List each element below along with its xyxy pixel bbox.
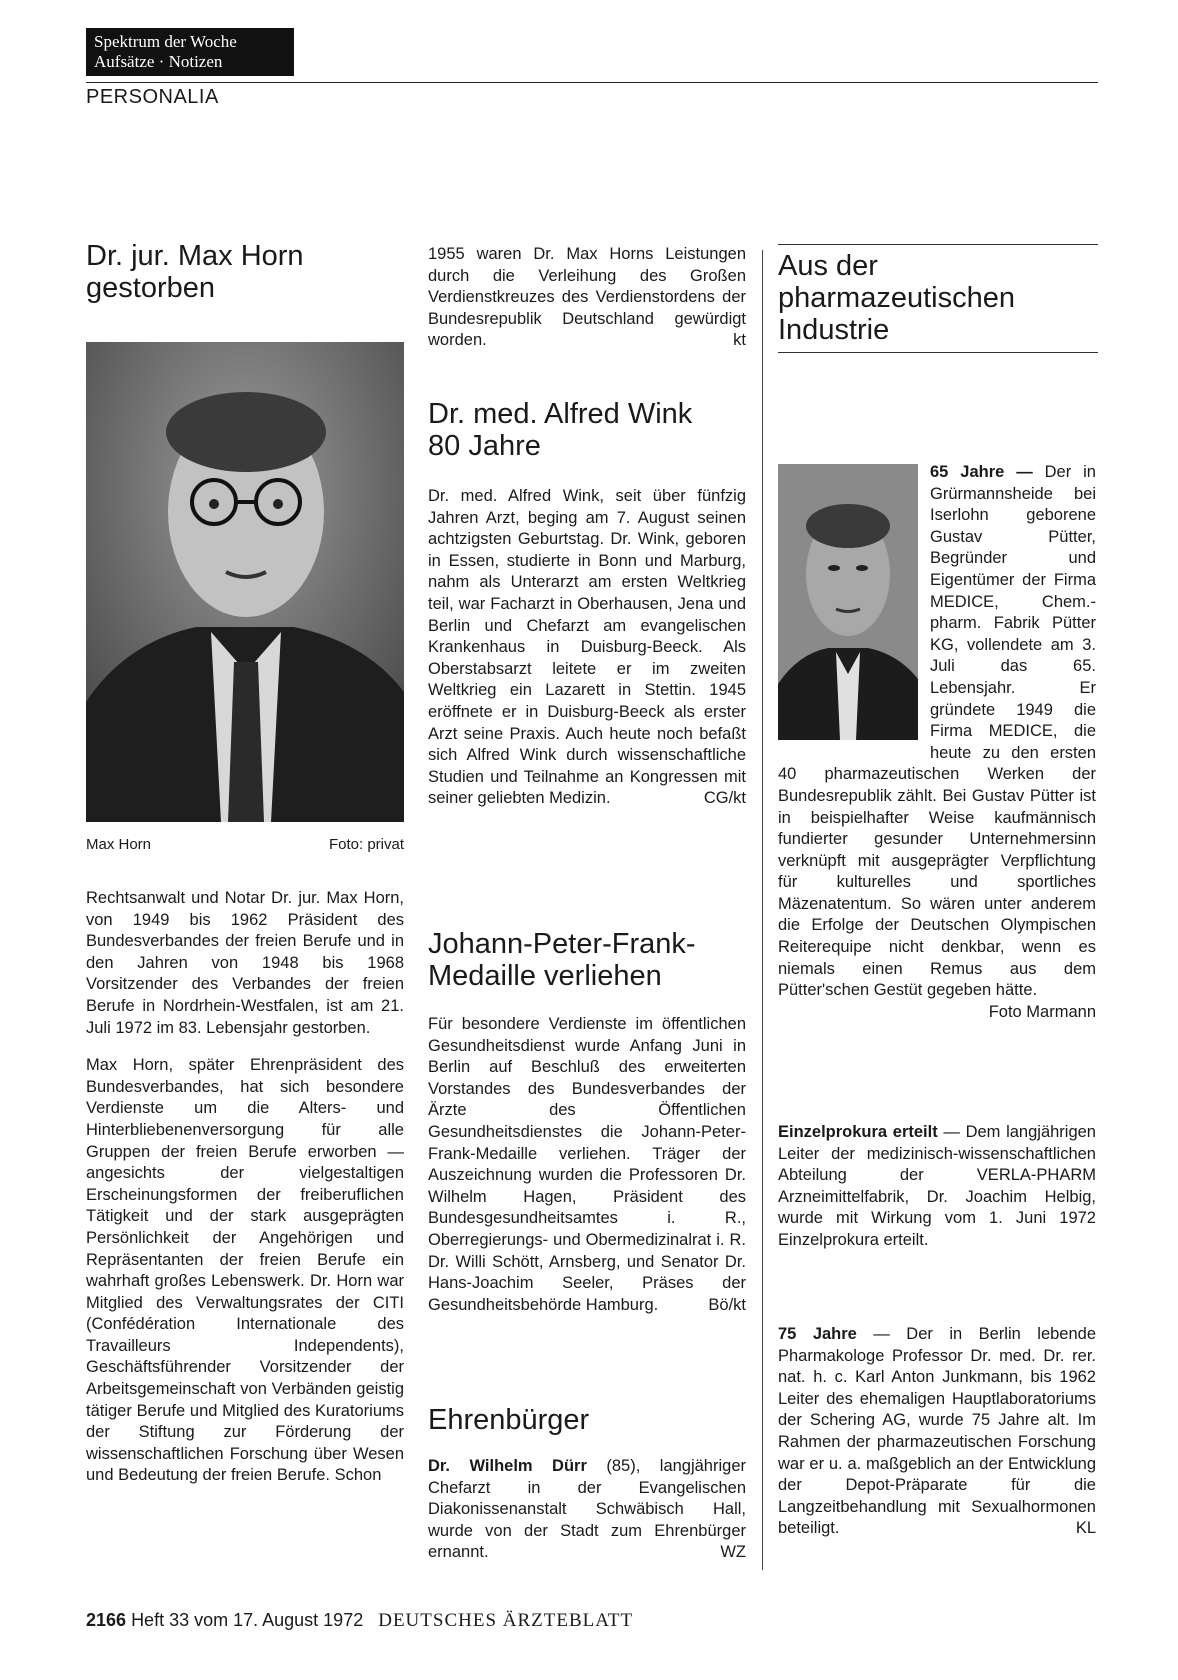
portrait-silhouette-icon bbox=[778, 464, 918, 740]
prokura-article bbox=[778, 1122, 1096, 1252]
junkmann-article bbox=[778, 1324, 1096, 1540]
rubric-line-2: Aufsätze · Notizen bbox=[94, 52, 223, 71]
horn-caption-left: Max Horn bbox=[86, 836, 152, 853]
frank-signature: Bö/kt bbox=[708, 1295, 746, 1314]
puetter-article bbox=[778, 462, 1096, 1023]
frank-article-body bbox=[428, 1014, 746, 1316]
horn-portrait-photo bbox=[86, 342, 404, 822]
junkmann-signature: KL bbox=[1075, 1519, 1096, 1538]
page-footer bbox=[86, 1610, 633, 1632]
horn-caption-right: Foto: privat bbox=[328, 836, 404, 853]
puetter-photo-credit: Foto Marmann bbox=[988, 1002, 1096, 1021]
rubric-line-1: Spektrum der Woche bbox=[94, 32, 237, 51]
industrie-title-3: Industrie bbox=[778, 314, 890, 346]
horn-headline bbox=[86, 240, 406, 304]
ehren-signature: WZ bbox=[720, 1543, 746, 1562]
section-title: PERSONALIA bbox=[86, 86, 219, 108]
industrie-rule-bottom bbox=[778, 352, 1098, 353]
horn-paragraph-1: Rechtsanwalt und Notar Dr. jur. Max Horn, von 1949 bis 1962 Präsident des Bundesverbandes der freien Berufe und in den Jahren von 1948 bis 1968 Vorsitzender des Verbandes der freien Berufe in Nordrhein-Westfalen, ist am 21. Juli 1972 im 83. Lebensjahr gestorben. bbox=[86, 889, 404, 1037]
top-rule bbox=[86, 82, 1098, 83]
column-divider bbox=[762, 250, 763, 1570]
horn-article-body bbox=[86, 888, 404, 1487]
puetter-lead: 65 Jahre — bbox=[930, 463, 1033, 481]
wink-title-2: 80 Jahre bbox=[428, 430, 541, 462]
horn-paragraph-3: 1955 waren Dr. Max Horns Leistungen durch die Verleihung des Großen Verdienstkreuzes des Verdienstordens der Bundesrepublik Deutschland gewürdigt worden. bbox=[428, 245, 746, 350]
ehren-text: (85), langjähriger Chefarzt in der Evangelischen Diakonissenanstalt Schwäbisch Hall, wurde von der Stadt zum Ehrenbürger ernannt. bbox=[428, 1457, 746, 1562]
masthead: DEUTSCHES ÄRZTEBLATT bbox=[378, 1610, 634, 1631]
rubric-box bbox=[86, 28, 294, 76]
wink-headline bbox=[428, 398, 746, 462]
industrie-title-1: Aus der bbox=[778, 250, 878, 282]
wink-title-1: Dr. med. Alfred Wink bbox=[428, 398, 693, 430]
industrie-rule-top bbox=[778, 244, 1098, 245]
horn-article-continuation bbox=[428, 244, 746, 352]
prokura-lead: Einzelprokura erteilt bbox=[778, 1123, 938, 1141]
frank-text: Für besondere Verdienste im öffentlichen Gesundheitsdienst wurde Anfang Juni in Berlin auf Beschluß des erweiterten Vorstandes des Bundesverbandes der Ärzte des Öffentlichen Gesundheitsdienstes die Johann-Peter-Frank-Medaille verliehen. Träger der Auszeichnung wurden die Professoren Dr. Wilhelm Hagen, Präsident des Bundesgesundheitsamtes i. R., Oberregierungs- und Obermedizinalrat i. R. Dr. Willi Schött, Arnsberg, und Senator Dr. Hans-Joachim Seeler, Präses der Gesundheitsbehörde Hamburg. bbox=[428, 1015, 746, 1314]
ehren-title: Ehrenbürger bbox=[428, 1404, 590, 1436]
industrie-headline bbox=[778, 250, 1098, 346]
puetter-text: Der in Grürmannsheide bei Iserlohn geborene Gustav Pütter, Begründer und Eigentümer der Firma MEDICE, Chem.-pharm. Fabrik Pütter KG, vollendete am 3. Juli das 65. Lebensjahr. Er gründete 1949 die Firma MEDICE, die heute zu den ersten 40 pharmazeutischen Werken der Bundesrepublik zählt. Bei Gustav Pütter ist in beispielhafter Weise kaufmännisch fundierter gesunder Unternehmersinn verknüpft mit ausgeprägter Verpflichtung für kulturelles und sportliches Mäzenatentum. So wären unter anderem die Erfolge der Deutschen Olympischen Reiterequipe nicht denkbar, wenn es niemals einen Remus aus dem Pütter'schen Gestüt gegeben hätte. bbox=[778, 463, 1096, 1000]
page-number: 2166 bbox=[86, 1610, 127, 1630]
horn-title-2: gestorben bbox=[86, 272, 215, 304]
wink-text: Dr. med. Alfred Wink, seit über fünfzig Jahren Arzt, beging am 7. August seinen achtzigsten Geburtstag. Dr. Wink, geboren in Essen, studierte in Bonn und Marburg, nahm als Unterarzt am ersten Weltkrieg teil, war Facharzt in Oberhausen, Jena und Berlin und Chefarzt am evangelischen Krankenhaus in Duisburg-Beeck. Als Oberstabsarzt leitete er im zweiten Weltkrieg ein Lazarett in Stettin. 1945 eröffnete er in Duisburg-Beeck als erster Arzt seine Praxis. Auch heute noch befaßt sich Alfred Wink durch wissenschaftliche Studien und Teilnahme an Kongressen mit seiner geliebten Medizin. bbox=[428, 487, 746, 808]
horn-paragraph-2: Max Horn, später Ehrenpräsident des Bundesverbandes, hat sich besondere Verdienste um die Alters- und Hinterbliebenenversorgung für alle Gruppen der freien Berufe erworben — angesichts der vielgestaltigen Erscheinungsformen der freiberuflichen Tätigkeit und der stark ausgeprägten Persönlichkeit der Angehörigen und Repräsentanten der freien Berufe ein wahrhaft großes Lebenswerk. Dr. Horn war Mitglied des Verwaltungsrates der CITI (Confédération Internationale des Travailleurs Independents), Geschäftsführender Vorsitzender der Arbeitsgemeinschaft von Verbänden geistig tätiger Berufe und Mitglied des Kuratoriums der Stiftung zur Förderung der wissenschaftlichen Forschung über Wesen und Bedeutung der freien Berufe. Schon bbox=[86, 1056, 404, 1485]
portrait-silhouette-icon bbox=[86, 342, 404, 822]
horn-signature: kt bbox=[733, 331, 746, 350]
issue-info: Heft 33 vom 17. August 1972 bbox=[131, 1610, 364, 1630]
ehren-headline bbox=[428, 1404, 746, 1436]
puetter-portrait-photo bbox=[778, 464, 918, 740]
junkmann-text: — Der in Berlin lebende Pharmakologe Professor Dr. med. Dr. rer. nat. h. c. Karl Anton Junkmann, bis 1962 Leiter des ehemaligen Hauptlaboratoriums der Schering AG, wurde 75 Jahre alt. Im Rahmen der pharmazeutischen Forschung war er u. a. maßgeblich an der Entwicklung der Depot-Präparate für die Langzeitbehandlung mit Sexualhormonen beteiligt. bbox=[778, 1325, 1097, 1538]
ehren-article-body bbox=[428, 1456, 746, 1564]
prokura-text: — Dem langjährigen Leiter der medizinisch-wissenschaftlichen Abteilung der VERLA-PHARM Arzneimittelfabrik, Dr. Joachim Helbig, wurde mit Wirkung vom 1. Juni 1972 Einzelprokura erteilt. bbox=[778, 1123, 1096, 1249]
frank-title-2: Medaille verliehen bbox=[428, 960, 662, 992]
horn-title-1: Dr. jur. Max Horn bbox=[86, 240, 304, 272]
frank-headline bbox=[428, 928, 746, 992]
wink-article-body bbox=[428, 486, 746, 810]
junkmann-lead: 75 Jahre bbox=[778, 1325, 857, 1343]
frank-title-1: Johann-Peter-Frank- bbox=[428, 928, 696, 960]
industrie-title-2: pharmazeutischen bbox=[778, 282, 1015, 314]
wink-signature: CG/kt bbox=[703, 789, 746, 808]
ehren-lead: Dr. Wilhelm Dürr bbox=[428, 1457, 587, 1475]
